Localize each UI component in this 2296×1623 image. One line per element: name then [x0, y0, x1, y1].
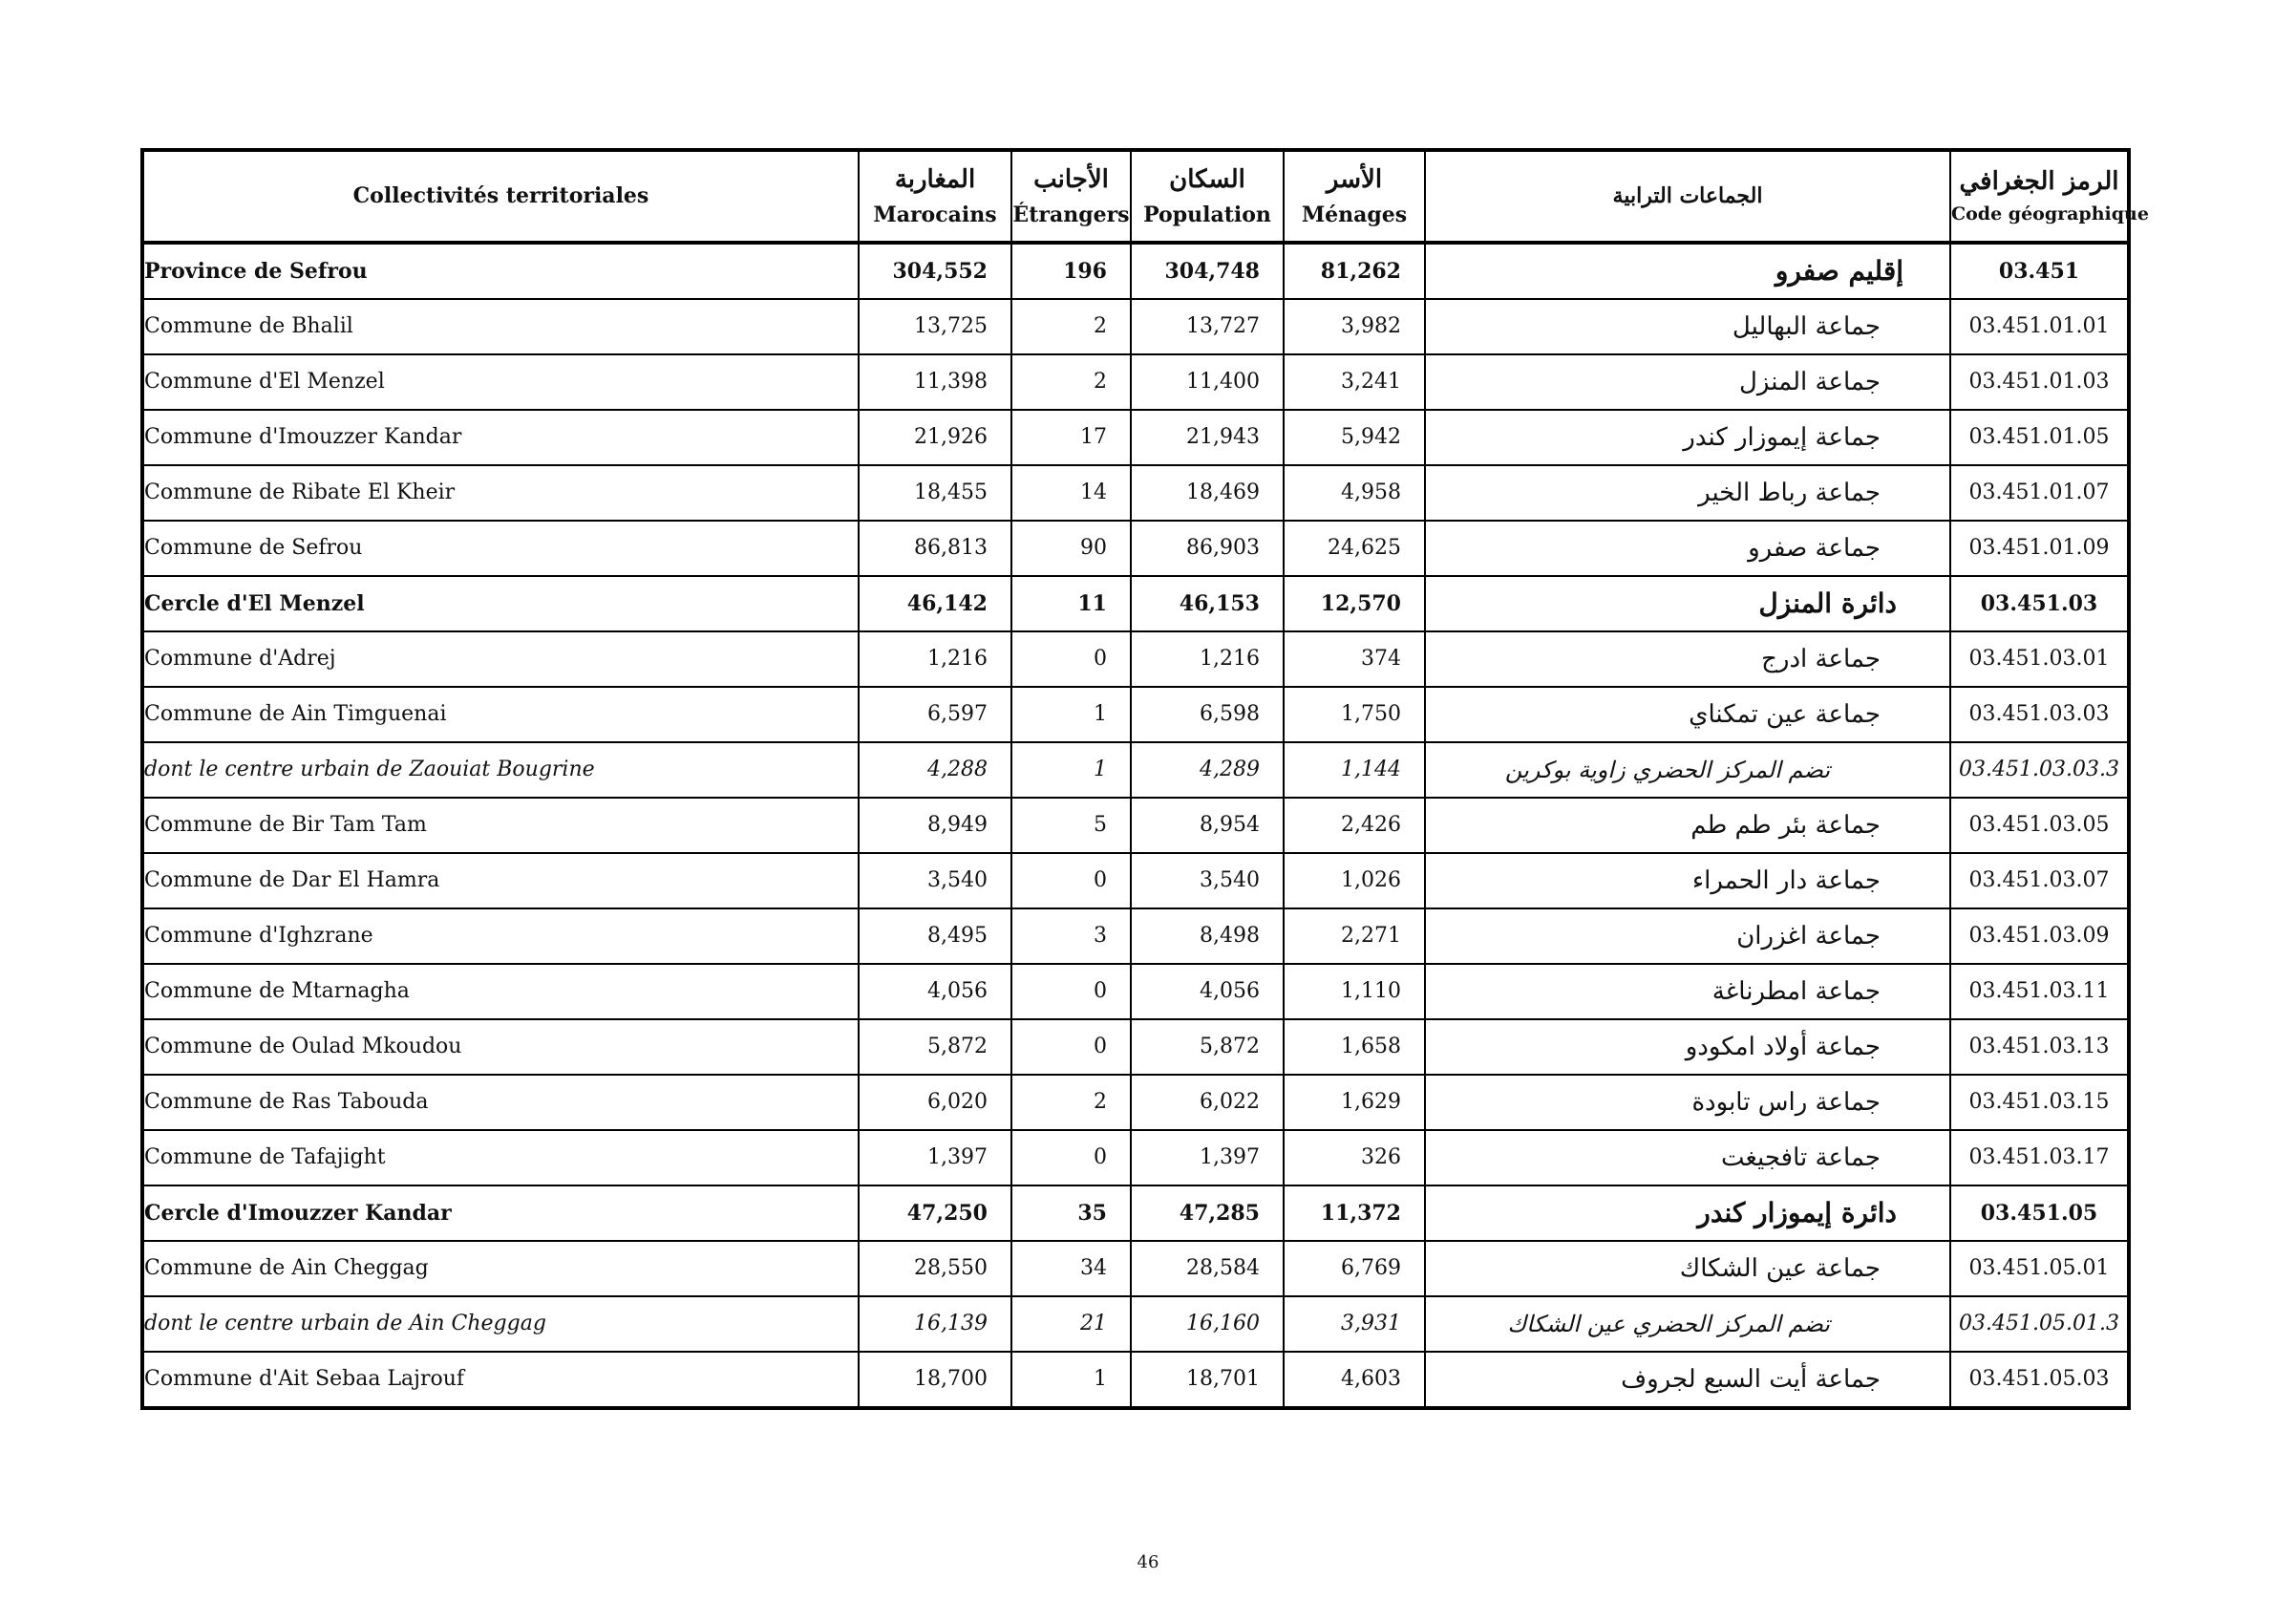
cell-menages: 24,625	[1284, 521, 1425, 576]
header-code-fr: Code géographique	[1951, 203, 2149, 225]
cell-code: 03.451.03.17	[1950, 1130, 2129, 1185]
cell-name-ar: جماعة بئر طم طم	[1425, 798, 1950, 853]
table-row	[142, 687, 2129, 742]
cell-etrangers: 196	[1011, 243, 1131, 299]
cell-menages: 3,931	[1284, 1296, 1425, 1352]
cell-menages: 4,958	[1284, 465, 1425, 521]
table-row	[142, 576, 2129, 631]
header-menages-fr: Ménages	[1301, 202, 1408, 227]
cell-name-fr: dont le centre urbain de Ain Cheggag	[142, 1296, 859, 1352]
cell-population: 21,943	[1131, 410, 1284, 465]
cell-etrangers: 1	[1011, 687, 1131, 742]
table-row	[142, 243, 2129, 299]
cell-population: 4,056	[1131, 964, 1284, 1019]
table-row	[142, 354, 2129, 410]
cell-population: 13,727	[1131, 299, 1284, 354]
cell-name-fr: Commune d'Imouzzer Kandar	[142, 410, 859, 465]
cell-code: 03.451.03.03.3	[1950, 742, 2129, 798]
cell-name-fr: Commune d'Adrej	[142, 631, 859, 687]
cell-name-fr: Commune de Oulad Mkoudou	[142, 1019, 859, 1075]
cell-marocains: 86,813	[859, 521, 1011, 576]
cell-name-ar: جماعة رباط الخير	[1425, 465, 1950, 521]
cell-name-fr: Commune de Ain Timguenai	[142, 687, 859, 742]
cell-marocains: 46,142	[859, 576, 1011, 631]
cell-marocains: 4,288	[859, 742, 1011, 798]
cell-population: 47,285	[1131, 1185, 1284, 1241]
cell-code: 03.451.05.03	[1950, 1352, 2129, 1408]
cell-population: 5,872	[1131, 1019, 1284, 1075]
cell-population: 46,153	[1131, 576, 1284, 631]
cell-population: 6,022	[1131, 1075, 1284, 1130]
cell-marocains: 1,397	[859, 1130, 1011, 1185]
cell-name-fr: Commune de Ras Tabouda	[142, 1075, 859, 1130]
cell-name-ar: جماعة المنزل	[1425, 354, 1950, 410]
cell-menages: 2,426	[1284, 798, 1425, 853]
cell-marocains: 8,949	[859, 798, 1011, 853]
cell-etrangers: 11	[1011, 576, 1131, 631]
cell-etrangers: 0	[1011, 631, 1131, 687]
cell-name-fr: Commune de Ain Cheggag	[142, 1241, 859, 1296]
cell-code: 03.451.01.05	[1950, 410, 2129, 465]
cell-menages: 2,271	[1284, 908, 1425, 964]
table-row	[142, 299, 2129, 354]
cell-menages: 1,026	[1284, 853, 1425, 908]
cell-population: 1,216	[1131, 631, 1284, 687]
cell-etrangers: 2	[1011, 1075, 1131, 1130]
table-row	[142, 1352, 2129, 1408]
cell-menages: 1,750	[1284, 687, 1425, 742]
table-row	[142, 410, 2129, 465]
cell-name-ar: جماعة امطرناغة	[1425, 964, 1950, 1019]
table-row	[142, 1130, 2129, 1185]
cell-code: 03.451.03.11	[1950, 964, 2129, 1019]
cell-menages: 1,629	[1284, 1075, 1425, 1130]
cell-menages: 3,241	[1284, 354, 1425, 410]
cell-etrangers: 5	[1011, 798, 1131, 853]
cell-marocains: 47,250	[859, 1185, 1011, 1241]
cell-code: 03.451.03.01	[1950, 631, 2129, 687]
cell-etrangers: 0	[1011, 1019, 1131, 1075]
cell-name-fr: Commune de Ribate El Kheir	[142, 465, 859, 521]
cell-marocains: 11,398	[859, 354, 1011, 410]
cell-population: 16,160	[1131, 1296, 1284, 1352]
header-etrangers	[1011, 150, 1131, 243]
header-population	[1131, 150, 1284, 243]
cell-etrangers: 14	[1011, 465, 1131, 521]
cell-code: 03.451.01.09	[1950, 521, 2129, 576]
cell-marocains: 6,020	[859, 1075, 1011, 1130]
cell-population: 304,748	[1131, 243, 1284, 299]
cell-code: 03.451	[1950, 243, 2129, 299]
cell-code: 03.451.01.01	[1950, 299, 2129, 354]
cell-marocains: 28,550	[859, 1241, 1011, 1296]
cell-code: 03.451.03.15	[1950, 1075, 2129, 1130]
cell-name-ar: دائرة إيموزار كندر	[1425, 1185, 1950, 1241]
cell-menages: 6,769	[1284, 1241, 1425, 1296]
cell-code: 03.451.03.05	[1950, 798, 2129, 853]
cell-name-ar: جماعة تافجيغت	[1425, 1130, 1950, 1185]
cell-population: 18,701	[1131, 1352, 1284, 1408]
cell-menages: 12,570	[1284, 576, 1425, 631]
cell-name-fr: Commune de Sefrou	[142, 521, 859, 576]
cell-marocains: 8,495	[859, 908, 1011, 964]
cell-etrangers: 17	[1011, 410, 1131, 465]
header-collectivites-fr: Collectivités territoriales	[142, 150, 859, 243]
cell-etrangers: 21	[1011, 1296, 1131, 1352]
table-row	[142, 1185, 2129, 1241]
cell-menages: 1,110	[1284, 964, 1425, 1019]
cell-etrangers: 34	[1011, 1241, 1131, 1296]
cell-name-ar: إقليم صفرو	[1425, 243, 1950, 299]
cell-menages: 1,144	[1284, 742, 1425, 798]
header-population-ar: السكان	[1169, 165, 1245, 195]
header-row	[142, 150, 2129, 243]
header-etrangers-ar: الأجانب	[1033, 165, 1109, 195]
cell-name-fr: Commune de Mtarnagha	[142, 964, 859, 1019]
cell-population: 1,397	[1131, 1130, 1284, 1185]
cell-name-fr: Commune d'Ighzrane	[142, 908, 859, 964]
page-number: 46	[1137, 1552, 1159, 1572]
cell-name-ar: جماعة عين الشكاك	[1425, 1241, 1950, 1296]
cell-name-ar: جماعة راس تابودة	[1425, 1075, 1950, 1130]
cell-menages: 374	[1284, 631, 1425, 687]
cell-name-ar: جماعة إيموزار كندر	[1425, 410, 1950, 465]
cell-marocains: 1,216	[859, 631, 1011, 687]
table-row	[142, 908, 2129, 964]
header-code-ar: الرمز الجغرافي	[1959, 166, 2119, 196]
cell-etrangers: 2	[1011, 354, 1131, 410]
cell-marocains: 21,926	[859, 410, 1011, 465]
cell-name-ar: تضم المركز الحضري زاوية بوكرين	[1425, 742, 1950, 798]
table-row	[142, 742, 2129, 798]
table-row	[142, 1296, 2129, 1352]
cell-marocains: 4,056	[859, 964, 1011, 1019]
cell-menages: 11,372	[1284, 1185, 1425, 1241]
cell-menages: 1,658	[1284, 1019, 1425, 1075]
cell-population: 6,598	[1131, 687, 1284, 742]
cell-code: 03.451.05.01.3	[1950, 1296, 2129, 1352]
cell-name-fr: Commune de Bir Tam Tam	[142, 798, 859, 853]
cell-marocains: 3,540	[859, 853, 1011, 908]
cell-marocains: 304,552	[859, 243, 1011, 299]
cell-menages: 4,603	[1284, 1352, 1425, 1408]
cell-population: 4,289	[1131, 742, 1284, 798]
census-table	[140, 148, 2149, 1410]
cell-code: 03.451.03.07	[1950, 853, 2129, 908]
header-menages-ar: الأسر	[1326, 165, 1383, 195]
cell-etrangers: 0	[1011, 964, 1131, 1019]
cell-etrangers: 2	[1011, 299, 1131, 354]
header-menages	[1284, 150, 1425, 243]
cell-name-fr: Province de Sefrou	[142, 243, 859, 299]
cell-etrangers: 0	[1011, 1130, 1131, 1185]
cell-code: 03.451.03.13	[1950, 1019, 2129, 1075]
cell-name-fr: Cercle d'El Menzel	[142, 576, 859, 631]
cell-etrangers: 0	[1011, 853, 1131, 908]
cell-menages: 326	[1284, 1130, 1425, 1185]
cell-menages: 3,982	[1284, 299, 1425, 354]
cell-etrangers: 1	[1011, 1352, 1131, 1408]
table-row	[142, 1075, 2129, 1130]
cell-code: 03.451.01.07	[1950, 465, 2129, 521]
cell-etrangers: 3	[1011, 908, 1131, 964]
cell-code: 03.451.05	[1950, 1185, 2129, 1241]
cell-code: 03.451.01.03	[1950, 354, 2129, 410]
cell-name-ar: دائرة المنزل	[1425, 576, 1950, 631]
header-collectivites-ar: الجماعات الترابية	[1425, 150, 1950, 243]
header-marocains-fr: Marocains	[873, 202, 997, 227]
cell-etrangers: 90	[1011, 521, 1131, 576]
cell-name-fr: Cercle d'Imouzzer Kandar	[142, 1185, 859, 1241]
cell-menages: 81,262	[1284, 243, 1425, 299]
cell-name-ar: جماعة اغزران	[1425, 908, 1950, 964]
header-etrangers-fr: Étrangers	[1012, 202, 1130, 227]
table-row	[142, 798, 2129, 853]
cell-menages: 5,942	[1284, 410, 1425, 465]
cell-name-fr: Commune de Bhalil	[142, 299, 859, 354]
cell-name-ar: جماعة عين تمكناي	[1425, 687, 1950, 742]
cell-name-ar: جماعة البهاليل	[1425, 299, 1950, 354]
cell-name-fr: dont le centre urbain de Zaouiat Bougrine	[142, 742, 859, 798]
cell-etrangers: 35	[1011, 1185, 1131, 1241]
cell-name-ar: تضم المركز الحضري عين الشكاك	[1425, 1296, 1950, 1352]
cell-marocains: 18,700	[859, 1352, 1011, 1408]
cell-name-ar: جماعة أيت السبع لجروف	[1425, 1352, 1950, 1408]
table-row	[142, 1019, 2129, 1075]
cell-population: 86,903	[1131, 521, 1284, 576]
cell-code: 03.451.03.03	[1950, 687, 2129, 742]
cell-code: 03.451.03.09	[1950, 908, 2129, 964]
cell-population: 8,954	[1131, 798, 1284, 853]
cell-name-fr: Commune d'El Menzel	[142, 354, 859, 410]
cell-name-fr: Commune d'Ait Sebaa Lajrouf	[142, 1352, 859, 1408]
cell-marocains: 13,725	[859, 299, 1011, 354]
table-row	[142, 631, 2129, 687]
cell-marocains: 16,139	[859, 1296, 1011, 1352]
header-population-fr: Population	[1143, 202, 1271, 227]
table-row	[142, 465, 2129, 521]
cell-population: 8,498	[1131, 908, 1284, 964]
cell-code: 03.451.03	[1950, 576, 2129, 631]
cell-population: 28,584	[1131, 1241, 1284, 1296]
cell-name-fr: Commune de Dar El Hamra	[142, 853, 859, 908]
cell-name-fr: Commune de Tafajight	[142, 1130, 859, 1185]
cell-code: 03.451.05.01	[1950, 1241, 2129, 1296]
cell-population: 3,540	[1131, 853, 1284, 908]
table-row	[142, 853, 2129, 908]
cell-marocains: 6,597	[859, 687, 1011, 742]
header-marocains-ar: المغاربة	[894, 165, 976, 195]
cell-population: 18,469	[1131, 465, 1284, 521]
table-row	[142, 964, 2129, 1019]
cell-name-ar: جماعة صفرو	[1425, 521, 1950, 576]
cell-marocains: 18,455	[859, 465, 1011, 521]
table-row	[142, 1241, 2129, 1296]
cell-name-ar: جماعة أولاد امكودو	[1425, 1019, 1950, 1075]
table-row	[142, 521, 2129, 576]
cell-etrangers: 1	[1011, 742, 1131, 798]
table-body	[142, 243, 2129, 1408]
header-marocains	[859, 150, 1011, 243]
cell-name-ar: جماعة دار الحمراء	[1425, 853, 1950, 908]
header-code	[1950, 150, 2149, 243]
cell-name-ar: جماعة ادرج	[1425, 631, 1950, 687]
cell-population: 11,400	[1131, 354, 1284, 410]
cell-marocains: 5,872	[859, 1019, 1011, 1075]
